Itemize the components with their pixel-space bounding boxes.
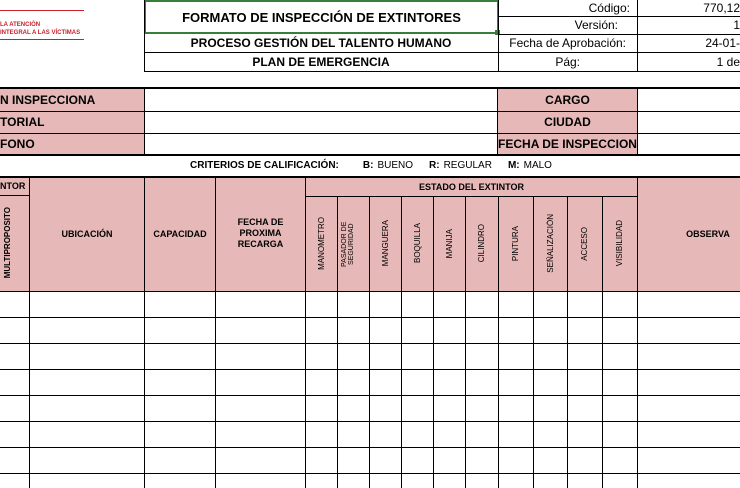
grid-line: [498, 197, 499, 291]
observaciones-header: OBSERVA: [686, 228, 730, 239]
table-cell[interactable]: [29, 422, 144, 448]
fecha-recarga-line1: FECHA DE: [237, 217, 284, 227]
table-cell[interactable]: [465, 448, 498, 474]
table-cell[interactable]: [567, 344, 602, 370]
table-cell[interactable]: [305, 292, 337, 318]
telefono-input[interactable]: [145, 133, 497, 154]
table-cell[interactable]: [533, 318, 567, 344]
estado-col-header: [369, 197, 401, 290]
table-row: [0, 370, 740, 396]
table-cell[interactable]: [337, 318, 369, 344]
fecha-aprobacion-value[interactable]: 24-01-: [705, 36, 740, 50]
table-cell[interactable]: [337, 448, 369, 474]
table-cell[interactable]: [498, 422, 533, 448]
table-cell[interactable]: [401, 448, 433, 474]
telefono-label: FONO: [0, 133, 144, 154]
table-row: [0, 448, 740, 474]
table-cell[interactable]: [433, 370, 465, 396]
table-cell[interactable]: [144, 396, 215, 422]
logo-text-line2: INTEGRAL A LAS VÍCTIMAS: [0, 30, 81, 36]
table-cell[interactable]: [369, 318, 401, 344]
fecha-inspeccion-label: FECHA DE INSPECCION: [498, 133, 637, 154]
table-cell[interactable]: [465, 370, 498, 396]
logo: [0, 8, 140, 48]
table-cell[interactable]: [215, 292, 305, 318]
table-cell[interactable]: [337, 422, 369, 448]
table-cell[interactable]: [533, 396, 567, 422]
table-cell[interactable]: [567, 396, 602, 422]
estado-col-header: [465, 197, 498, 290]
table-cell[interactable]: [465, 396, 498, 422]
extintor-group-header: NTOR: [0, 181, 26, 191]
table-cell[interactable]: [533, 292, 567, 318]
table-cell[interactable]: [401, 344, 433, 370]
table-cell[interactable]: [369, 448, 401, 474]
table-cell[interactable]: [337, 292, 369, 318]
process-title: PROCESO GESTIÓN DEL TALENTO HUMANO: [190, 36, 452, 50]
ciudad-label: CIUDAD: [498, 111, 637, 133]
table-cell[interactable]: [602, 448, 637, 474]
table-cell[interactable]: [215, 370, 305, 396]
grid-line: [533, 197, 534, 291]
multiproposito-header: [0, 196, 14, 290]
fecha-inspeccion-input[interactable]: [638, 133, 740, 154]
logo-rule: [0, 10, 84, 11]
pag-label: Pág:: [555, 54, 580, 69]
criteria-m-key: M:: [507, 159, 520, 171]
table-cell[interactable]: [305, 422, 337, 448]
table-cell[interactable]: [369, 422, 401, 448]
table-cell[interactable]: [401, 422, 433, 448]
grid-line: [215, 177, 216, 291]
multiproposito-text: MULTIPROPOSITO: [2, 207, 12, 279]
estado-col-label: ACCESO: [580, 226, 589, 261]
table-cell[interactable]: [29, 396, 144, 422]
estado-col-label: CILINDRO: [477, 224, 486, 263]
fecha-recarga-line2: PROXIMA: [239, 228, 282, 238]
criteria-b-value: BUENO: [377, 159, 414, 171]
grid-line: [29, 177, 30, 291]
version-value[interactable]: 1: [733, 18, 740, 32]
criteria-m-value: MALO: [523, 159, 552, 171]
grid-line: [465, 197, 466, 291]
table-cell[interactable]: [433, 292, 465, 318]
table-cell[interactable]: [637, 422, 740, 448]
table-cell[interactable]: [144, 292, 215, 318]
grid-line: [306, 196, 637, 197]
pag-value[interactable]: 1 de: [716, 54, 740, 69]
grid-line: [602, 197, 603, 291]
table-row: [0, 292, 740, 318]
table-cell[interactable]: [29, 344, 144, 370]
table-cell[interactable]: [533, 448, 567, 474]
table-cell[interactable]: [369, 292, 401, 318]
table-cell[interactable]: [602, 396, 637, 422]
table-cell[interactable]: [567, 318, 602, 344]
territorial-label: TORIAL: [0, 111, 144, 133]
estado-col-label: VISIBILIDAD: [615, 220, 624, 267]
grid-line: [144, 177, 145, 291]
estado-col-header: [498, 197, 533, 290]
grid-line: [337, 197, 338, 291]
table-cell[interactable]: [498, 370, 533, 396]
estado-col-label: MANOMETRO: [317, 217, 326, 270]
estado-col-header: [401, 197, 433, 290]
table-cell[interactable]: [498, 396, 533, 422]
grid-line: [0, 195, 30, 196]
table-cell[interactable]: [0, 448, 29, 474]
table-cell[interactable]: [305, 370, 337, 396]
table-cell[interactable]: [29, 292, 144, 318]
cargo-input[interactable]: [638, 89, 740, 111]
logo-rule-bottom: [0, 39, 84, 40]
estado-col-label: PINTURA: [511, 225, 520, 262]
table-cell[interactable]: [215, 422, 305, 448]
table-row: [0, 396, 740, 422]
table-cell[interactable]: [637, 396, 740, 422]
table-row: [0, 318, 740, 344]
table-cell[interactable]: [465, 344, 498, 370]
table-cell[interactable]: [433, 396, 465, 422]
table-cell[interactable]: [337, 344, 369, 370]
codigo-label: Código:: [588, 1, 630, 15]
inspector-input[interactable]: [145, 89, 497, 111]
territorial-input[interactable]: [145, 111, 497, 133]
codigo-value[interactable]: 770,12: [703, 1, 740, 15]
table-cell[interactable]: [144, 344, 215, 370]
estado-col-label: MANGUERA: [380, 220, 390, 267]
inspector-label: N INSPECCIONA: [0, 89, 144, 111]
table-cell[interactable]: [602, 292, 637, 318]
table-cell[interactable]: [433, 344, 465, 370]
table-cell[interactable]: [0, 344, 29, 370]
table-cell[interactable]: [602, 318, 637, 344]
table-cell[interactable]: [0, 318, 29, 344]
grid-line: [567, 197, 568, 291]
table-cell[interactable]: [305, 396, 337, 422]
cargo-label: CARGO: [498, 89, 637, 111]
table-cell[interactable]: [215, 396, 305, 422]
grid-line: [637, 177, 638, 291]
ubicacion-header: UBICACIÓN: [61, 228, 113, 239]
grid-line: [0, 176, 740, 178]
table-cell[interactable]: [465, 422, 498, 448]
table-cell[interactable]: [637, 344, 740, 370]
logo-text-line1: LA ATENCIÓN: [0, 22, 41, 28]
table-cell[interactable]: [602, 370, 637, 396]
fecha-recarga-header: [216, 177, 305, 290]
table-cell[interactable]: [533, 370, 567, 396]
table-cell[interactable]: [144, 448, 215, 474]
estado-col-label: SEÑALIZACIÓN: [545, 214, 555, 273]
table-cell[interactable]: [401, 292, 433, 318]
estado-header: ESTADO DEL EXTINTOR: [418, 181, 524, 192]
table-cell[interactable]: [144, 318, 215, 344]
table-cell[interactable]: [29, 370, 144, 396]
table-cell[interactable]: [637, 318, 740, 344]
estado-col-header: [567, 197, 602, 290]
estado-col-header: [533, 197, 567, 290]
capacidad-header: CAPACIDAD: [153, 228, 207, 239]
table-cell[interactable]: [533, 344, 567, 370]
grid-line: [433, 197, 434, 291]
criteria-r-key: R:: [429, 159, 440, 171]
table-cell[interactable]: [602, 422, 637, 448]
table-cell[interactable]: [498, 448, 533, 474]
table-cell[interactable]: [215, 344, 305, 370]
estado-col-label: PASADOR DE SEGURIDAD: [341, 220, 355, 267]
estado-col-label: MANIJA: [444, 228, 454, 259]
table-cell[interactable]: [401, 318, 433, 344]
ciudad-input[interactable]: [638, 111, 740, 133]
fecha-aprobacion-label: Fecha de Aprobación:: [509, 36, 626, 50]
estado-col-header: [306, 197, 337, 290]
estado-col-label: BOQUILLA: [412, 223, 422, 264]
table-cell[interactable]: [305, 448, 337, 474]
table-cell[interactable]: [0, 370, 29, 396]
fecha-recarga-line3: RECARGA: [237, 239, 284, 249]
criteria-r-value: REGULAR: [443, 159, 492, 171]
estado-col-header: [602, 197, 637, 290]
table-cell[interactable]: [567, 448, 602, 474]
table-cell[interactable]: [305, 318, 337, 344]
estado-col-header: [337, 197, 369, 290]
criteria-title: CRITERIOS DE CALIFICACIÓN:: [190, 159, 339, 171]
table-cell[interactable]: [144, 422, 215, 448]
table-cell[interactable]: [498, 292, 533, 318]
table-cell[interactable]: [433, 448, 465, 474]
table-cell[interactable]: [0, 292, 29, 318]
table-cell[interactable]: [29, 448, 144, 474]
table-cell[interactable]: [369, 370, 401, 396]
table-cell[interactable]: [337, 370, 369, 396]
table-cell[interactable]: [401, 396, 433, 422]
table-cell[interactable]: [465, 292, 498, 318]
estado-col-header: [433, 197, 465, 290]
table-cell[interactable]: [369, 396, 401, 422]
table-cell[interactable]: [401, 370, 433, 396]
table-cell[interactable]: [369, 344, 401, 370]
table-row: [0, 422, 740, 448]
table-cell[interactable]: [0, 396, 29, 422]
table-cell[interactable]: [215, 318, 305, 344]
plan-title: PLAN DE EMERGENCIA: [252, 54, 390, 69]
table-cell[interactable]: [144, 370, 215, 396]
table-cell[interactable]: [0, 422, 29, 448]
table-cell[interactable]: [433, 318, 465, 344]
form-title[interactable]: FORMATO DE INSPECCIÓN DE EXTINTORES: [144, 0, 499, 34]
criteria-b-key: B:: [362, 159, 374, 171]
criteria-row: [190, 157, 552, 173]
table-cell[interactable]: [567, 370, 602, 396]
table-cell[interactable]: [498, 318, 533, 344]
table-cell[interactable]: [567, 292, 602, 318]
table-cell[interactable]: [29, 318, 144, 344]
table-cell[interactable]: [602, 344, 637, 370]
table-cell[interactable]: [305, 344, 337, 370]
table-row: [0, 344, 740, 370]
grid-line: [369, 197, 370, 291]
grid-line: [401, 197, 402, 291]
table-cell[interactable]: [498, 344, 533, 370]
estado-columns: [306, 197, 637, 290]
table-cell[interactable]: [215, 448, 305, 474]
table-cell[interactable]: [465, 318, 498, 344]
grid-line: [305, 177, 306, 291]
table-cell[interactable]: [637, 292, 740, 318]
version-label: Versión:: [574, 18, 618, 32]
table-cell[interactable]: [337, 396, 369, 422]
table-cell[interactable]: [637, 370, 740, 396]
table-cell[interactable]: [637, 448, 740, 474]
table-cell[interactable]: [533, 422, 567, 448]
table-cell[interactable]: [433, 422, 465, 448]
table-cell[interactable]: [567, 422, 602, 448]
